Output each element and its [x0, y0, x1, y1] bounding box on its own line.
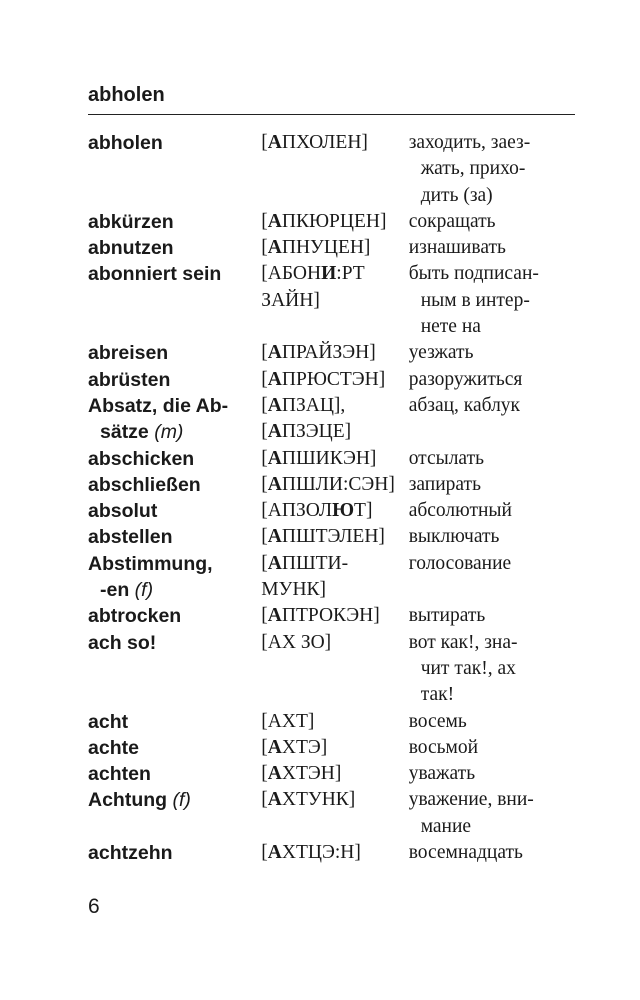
- stressed-letter: А: [267, 210, 282, 232]
- transcription-line: [АХТЭ]: [261, 736, 328, 758]
- translation: [409, 498, 578, 524]
- translation: [409, 209, 578, 235]
- translation-line: так!: [420, 684, 455, 706]
- headword-line: abnutzen: [88, 237, 174, 260]
- stressed-letter: А: [267, 132, 282, 153]
- headword: [88, 209, 261, 235]
- transcription: [261, 630, 408, 709]
- transcription: [261, 498, 408, 524]
- dictionary-entry: [88, 130, 578, 209]
- headword-line: acht: [88, 710, 129, 733]
- dictionary-entry: [88, 603, 578, 629]
- stressed-letter: А: [267, 342, 282, 364]
- transcription: [261, 393, 408, 446]
- stressed-letter: А: [267, 605, 282, 627]
- translation-line: нете на: [420, 316, 481, 338]
- translation-line: отсылать: [408, 447, 484, 469]
- headword: [88, 603, 261, 629]
- headword-line: abrüsten: [88, 368, 171, 391]
- translation: [409, 340, 578, 366]
- stressed-letter: А: [267, 842, 282, 864]
- transcription-line: [АХТ]: [261, 710, 315, 732]
- transcription-line: [АПХОЛЕН]: [261, 132, 368, 153]
- stressed-letter: А: [267, 368, 282, 390]
- transcription-line: [АПЗОЛЮТ]: [261, 500, 373, 522]
- transcription: [261, 367, 408, 393]
- headword: [88, 787, 261, 840]
- dictionary-entry: [88, 367, 578, 393]
- headword: [88, 630, 261, 709]
- translation-line: восьмой: [408, 736, 479, 758]
- dictionary-entry: [88, 209, 578, 235]
- headword-line: abkürzen: [88, 210, 174, 233]
- dictionary-entry: [88, 340, 578, 366]
- translation-line: сокращать: [408, 210, 496, 232]
- translation-line: голосование: [408, 552, 512, 574]
- transcription: [261, 340, 408, 366]
- dictionary-entry: [88, 446, 578, 472]
- translation-line: вот как!, зна-: [408, 631, 518, 653]
- translation: [409, 735, 578, 761]
- headword: [88, 261, 261, 340]
- headword-line: abholen: [88, 132, 163, 154]
- stressed-letter: А: [267, 473, 282, 495]
- transcription-line: ЗАЙН]: [261, 289, 320, 311]
- headword-line: sätze (m): [100, 421, 184, 444]
- translation-line: восемь: [408, 710, 467, 732]
- stressed-letter: А: [267, 421, 282, 443]
- stressed-letter: А: [267, 394, 282, 416]
- headword-line: absolut: [88, 500, 158, 523]
- gender-marker: (m): [148, 421, 184, 444]
- transcription-line: [АПРЮСТЭН]: [261, 368, 386, 390]
- transcription-line: [АПТРОКЭН]: [261, 605, 380, 627]
- running-head: abholen: [88, 84, 165, 106]
- translation: [409, 840, 578, 866]
- translation: [409, 261, 578, 340]
- dictionary-entry: [88, 551, 578, 604]
- headword: [88, 393, 261, 446]
- transcription-line: [АХ ЗО]: [261, 631, 332, 653]
- stressed-letter: А: [267, 526, 282, 548]
- stressed-letter: И: [321, 263, 337, 285]
- translation: [409, 393, 578, 446]
- headword: [88, 498, 261, 524]
- transcription-line: [АПНУЦЕН]: [261, 237, 371, 259]
- transcription: [261, 209, 408, 235]
- transcription: [261, 130, 408, 209]
- translation: [409, 603, 578, 629]
- translation: [409, 472, 578, 498]
- dictionary-entry: [88, 709, 578, 735]
- transcription: [261, 261, 408, 340]
- translation: [409, 551, 578, 604]
- dictionary-entries: [88, 130, 578, 866]
- stressed-letter: А: [267, 789, 282, 811]
- headword-line: achte: [88, 736, 139, 759]
- dictionary-entry: [88, 393, 578, 446]
- dictionary-entry: [88, 235, 578, 261]
- transcription-line: [АПЗЭЦЕ]: [261, 421, 352, 443]
- headword-line: abreisen: [88, 342, 169, 365]
- headword-line: achten: [88, 763, 151, 786]
- transcription-line: [АПЗАЦ],: [261, 394, 346, 416]
- headword-line: achtzehn: [88, 842, 173, 865]
- transcription: [261, 735, 408, 761]
- headword: [88, 840, 261, 866]
- translation-line: изнашивать: [408, 237, 506, 259]
- dictionary-entry: [88, 630, 578, 709]
- translation: [409, 367, 578, 393]
- gender-marker: (f): [129, 579, 154, 602]
- header-rule: [88, 114, 575, 115]
- transcription: [261, 709, 408, 735]
- transcription: [261, 524, 408, 550]
- gender-marker: (f): [167, 789, 191, 812]
- translation-line: уважать: [408, 763, 476, 785]
- headword: [88, 735, 261, 761]
- headword-line: abtrocken: [88, 605, 182, 628]
- dictionary-entry: [88, 840, 578, 866]
- translation-line: ным в интер-: [420, 289, 530, 311]
- transcription-line: МУНК]: [261, 579, 327, 601]
- transcription-line: [АХТУНК]: [261, 789, 356, 811]
- translation-line: уважение, вни-: [408, 789, 534, 811]
- dictionary-entry: [88, 524, 578, 550]
- transcription-line: [АПШЛИ:СЭН]: [261, 473, 395, 495]
- stressed-letter: А: [267, 763, 282, 785]
- headword: [88, 551, 261, 604]
- transcription: [261, 787, 408, 840]
- headword-line: abschicken: [88, 447, 195, 470]
- translation: [409, 630, 578, 709]
- translation: [409, 235, 578, 261]
- translation: [409, 446, 578, 472]
- headword-line: ach so!: [88, 631, 157, 654]
- transcription-line: [АПШТЭЛЕН]: [261, 526, 385, 548]
- headword: [88, 235, 261, 261]
- dictionary-entry: [88, 787, 578, 840]
- transcription: [261, 551, 408, 604]
- headword: [88, 130, 261, 209]
- headword: [88, 524, 261, 550]
- translation-line: жать, прихо-: [420, 158, 526, 180]
- translation-line: чит так!, ах: [420, 657, 516, 679]
- dictionary-entry: [88, 761, 578, 787]
- transcription-line: [АПРАЙЗЭН]: [261, 342, 376, 364]
- dictionary-entry: [88, 261, 578, 340]
- headword: [88, 761, 261, 787]
- dictionary-entry: [88, 498, 578, 524]
- headword: [88, 709, 261, 735]
- headword: [88, 472, 261, 498]
- transcription-line: [АПКЮРЦЕН]: [261, 210, 387, 232]
- stressed-letter: А: [267, 447, 282, 469]
- headword-line: abstellen: [88, 526, 173, 549]
- translation-line: абзац, каблук: [408, 394, 521, 416]
- transcription-line: [АБОНИ:РТ: [261, 263, 365, 285]
- translation-line: выключать: [408, 526, 500, 548]
- translation-line: мание: [420, 815, 472, 837]
- headword-line: Achtung (f): [88, 789, 191, 812]
- transcription-line: [АПШИКЭН]: [261, 447, 377, 469]
- stressed-letter: Ю: [332, 500, 355, 522]
- stressed-letter: А: [267, 237, 282, 259]
- transcription: [261, 603, 408, 629]
- transcription: [261, 761, 408, 787]
- translation: [409, 524, 578, 550]
- translation-line: разоружиться: [408, 368, 523, 390]
- headword-line: -en (f): [100, 579, 154, 602]
- translation: [409, 761, 578, 787]
- headword-line: Absatz, die Ab-: [88, 394, 229, 417]
- transcription: [261, 472, 408, 498]
- transcription: [261, 840, 408, 866]
- translation-line: быть подписан-: [408, 263, 539, 285]
- page-number: 6: [88, 895, 100, 918]
- translation-line: уезжать: [408, 342, 474, 364]
- transcription-line: [АХТЦЭ:Н]: [261, 842, 361, 864]
- translation: [409, 130, 578, 209]
- headword: [88, 340, 261, 366]
- headword-line: abschließen: [88, 473, 201, 496]
- transcription-line: [АХТЭН]: [261, 763, 342, 785]
- translation-line: абсолютный: [408, 500, 512, 522]
- stressed-letter: А: [267, 736, 282, 758]
- translation-line: вытирать: [408, 605, 486, 627]
- stressed-letter: А: [267, 552, 282, 574]
- transcription: [261, 235, 408, 261]
- dictionary-entry: [88, 735, 578, 761]
- translation: [409, 787, 578, 840]
- translation-line: заходить, заез-: [408, 132, 531, 153]
- translation-line: восемнадцать: [408, 842, 523, 864]
- headword-line: abonniert sein: [88, 263, 222, 286]
- dictionary-entry: [88, 472, 578, 498]
- translation-line: запирать: [408, 473, 481, 495]
- transcription: [261, 446, 408, 472]
- transcription-line: [АПШТИ-: [261, 552, 349, 574]
- headword: [88, 446, 261, 472]
- headword: [88, 367, 261, 393]
- headword-line: Abstimmung,: [88, 552, 213, 575]
- translation: [409, 709, 578, 735]
- translation-line: дить (за): [420, 184, 493, 206]
